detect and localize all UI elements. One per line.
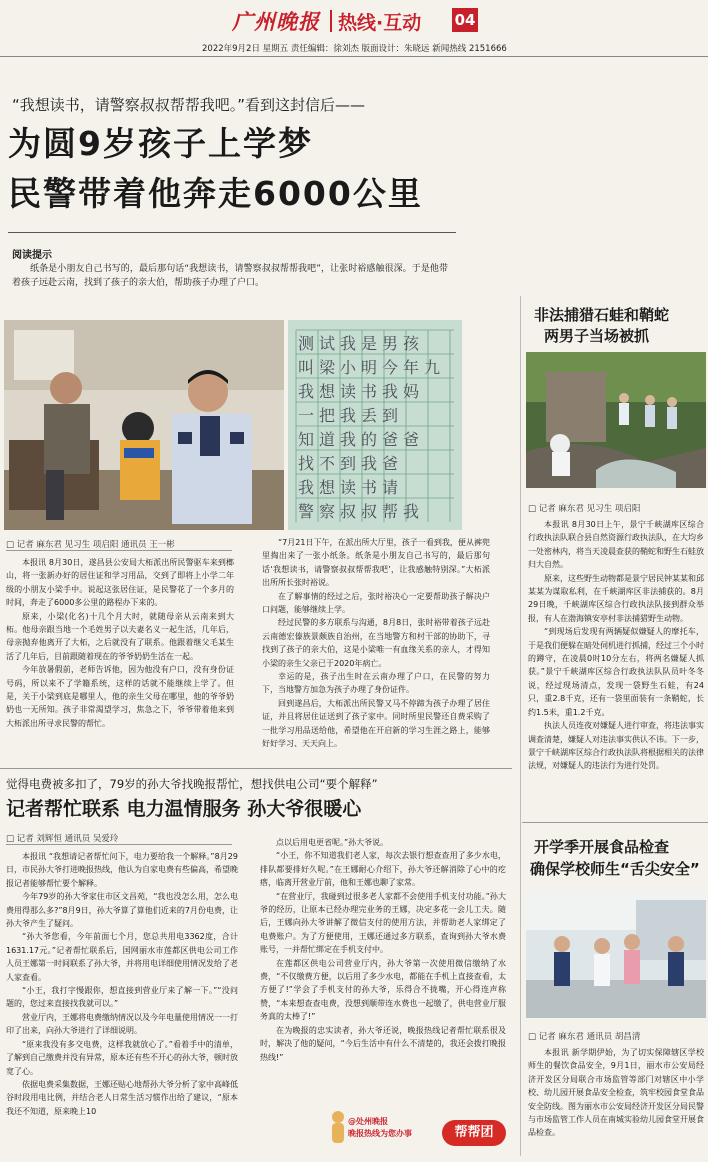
sidebar-article2-body [528, 1046, 704, 1158]
paragraph: 本报讯 8月30日，遂昌县公安局大柘派出所民警驱车来到榔山，将一张新办好的居住证和学习用品，交到了即将上小学二年级的小朋友小梁手中。说起这张居住证，是民警花了一个多月的时间，奔走了6000多公里的路程办下来的。 [6, 558, 234, 608]
lead-photo-letter [288, 320, 462, 530]
sidebar-article1-byline: □ 记者 麻东君 见习生 项启阳 [528, 504, 641, 514]
section-rule-1 [0, 768, 512, 769]
paragraph: “7月21日下午，在派出所大厅里，孩子一看到我，便从裤兜里掏出来了一张小纸条。纸条是小朋友自己书写的，最后那句话‘我想读书，请警察叔叔帮帮我吧’，让我感触特别深。”大柘派出所所长张时裕说。 [262, 538, 490, 588]
lead-photo-police-child [4, 320, 284, 530]
promo-badge: 帮帮团 [442, 1120, 506, 1146]
summary-label: 阅读提示 [12, 250, 52, 261]
lead-title-line2: 民警带着他奔走6000公里 [8, 174, 423, 213]
sidebar-photo-food-inspection [526, 890, 706, 1018]
paragraph: 依据电费采集数据，王娜还贴心地帮孙大爷分析了家中高峰低谷时段用电比例，并结合老人日常生活习惯作出给了建议，“原本我还不知道，原来晚上10 [6, 1079, 238, 1116]
letter-row: 一把我丢到 [298, 406, 404, 425]
lead-photo-illustration [4, 320, 284, 530]
masthead-rule [0, 56, 708, 57]
paragraph: 本报讯 8月30日上午，景宁千峡湖库区综合行政执法队联合县自然资源行政执法队，在大均乡一处密林内，将当天凌晨查获的鞘蛇和野生石蛙放归大自然。 [528, 520, 704, 570]
second-kicker: 觉得电费被多扣了，79岁的孙大爷找晚报帮忙，想找供电公司“要个解释” [6, 777, 378, 791]
paragraph: 今年放暑假前，老师告诉他，因为他没有户口，没有身份证号码，所以来不了学籍系统，这样的话就不能继续上学了。但是，关于小梁到底是哪里人，他的亲生父母在哪里，他的爷爷奶奶也一无所知。孩子非常渴望学习，焦急之下，爷爷带着他来到大柘派出所寻求民警的帮忙。 [6, 665, 234, 728]
lead-byline: □ 记者 麻东君 见习生 项启阳 通讯员 王一彬 [6, 540, 175, 550]
lead-title-line1: 为圆9岁孩子上学梦 [8, 124, 313, 163]
paragraph: “小王，我打字慢跟你，想直接到营业厅来了解一下。”“没问题的，您过来直接找我就可以。” [6, 986, 238, 1009]
promo-mascot-icon [330, 1110, 346, 1146]
lead-column-1 [6, 556, 234, 762]
paragraph: 本报讯 新学期伊始，为了切实保障辖区学校师生的餐饮食品安全，9月1日，丽水市公安局经济开发区分局联合市场监管等部门对辖区中小学校、幼儿园开展食品安全检查，筑牢校园食堂食品安全防线。图为丽水市公安局经济开发区分局民警与市场监管工作人员在南城实验幼儿园食堂开展食品检查。 [528, 1048, 704, 1138]
lead-title-rule [8, 232, 456, 233]
letter-row: 我想读书我妈 [298, 382, 425, 401]
masthead-dateline: 2022年9月2日 星期五 责任编辑：徐刘杰 版面设计：朱晓远 新闻热线 2151666 [202, 44, 507, 54]
paragraph: 在为晚报的忠实读者，孙大爷还说，晚报热线记者帮忙联系很及时，解决了他的疑问，“今后生活中有什么不清楚的，我还会拨打晚报热线!” [260, 1025, 506, 1062]
summary-text: 纸条是小朋友自己书写的，最后那句话“我想读书，请警察叔叔帮帮我吧”，让张时裕感触很深。于是他带着孩子远赴云南，找到了孩子的亲大伯，帮助孩子办理了户口。 [12, 264, 448, 288]
paragraph: 执法人员连夜对嫌疑人进行审查，将违法事实调查清楚，嫌疑人对违法事实供认不讳。下一步，景宁千峡湖库区综合行政执法队将根据相关的法律法规，对嫌疑人的违法行为进行处罚。 [528, 721, 704, 771]
masthead [0, 0, 708, 58]
paragraph: 营业厅内，王娜将电费缴纳情况以及今年电量使用情况一一打印了出来，向孙大爷进行了详细说明。 [6, 1012, 238, 1036]
lead-byline-rule [6, 550, 232, 551]
paragraph: 今年79岁的孙大爷家住市区文昌苑，“我也没怎么用，怎么电费用得那么多?”8月9日，孙大爷算了算他们近来的7月份电费，让孙大爷产生了疑问。 [6, 892, 238, 929]
lead-kicker: “我想读书，请警察叔叔帮帮我吧。”看到这封信后—— [12, 96, 366, 114]
letter-row: 知道我的爸爸 [298, 430, 425, 449]
paragraph: 在莲都区供电公司营业厅内，孙大爷第一次使用微信缴纳了水费，“不仅缴费方便，以后用了多少水电，都能在手机上直接查看，太方便了!”学会了手机支付的孙大爷，乐得合不拢嘴，开心得连声称赞，“本来想查查电费，没想到顺带连水费也一起缴了，供电营业厅服务真的太棒了!” [260, 958, 506, 1022]
paragraph: 在了解事情的经过之后，张时裕决心一定要帮助孩子解决户口问题，能够继续上学。 [262, 591, 490, 615]
sidebar-photo-wildlife-release [526, 352, 706, 488]
paragraph: “孙大爷您看，今年前面七个月，您总共用电3362度，合计1631.17元。”记者帮忙联系后，国网丽水市莲都区供电公司工作人员王娜第一时间联系了孙大爷，并将用电详细使用情况发给了老人家查看。 [6, 932, 238, 982]
letter-row: 我想读书请 [298, 478, 404, 497]
masthead-paper-name: 广州晚报 [232, 9, 320, 34]
letter-row: 测试我是男孩 [298, 334, 425, 353]
masthead-page-number: 04 [452, 8, 478, 32]
promo-caption: @处州晚报 晚报热线为您办事 [348, 1117, 412, 1138]
paragraph: 本报讯 “我想请记者帮忙问下，电力要给我一个解释。”8月29日，市民孙大爷打进晚报热线，他认为自家电费有些偏高，希望晚报记者能够帮忙要个解释。 [6, 852, 238, 888]
paragraph: “原来我没有多交电费，这样我就放心了。”看着手中的清单，了解到自己缴费并没有异常，原本还有些不开心的孙大爷，顿时放宽了心。 [6, 1039, 238, 1076]
paragraph: 原来，这些野生动物都是景宁居民钟某某和邱某某为谋取私利，在千峡湖库区非法捕获的。8月29日晚，千峡湖库区综合行政执法队接到群众举报，有人在渤海镇安亭村非法捕猎野生动物。 [528, 573, 704, 623]
paragraph: 幸运的是，孩子出生时在云南办理了户口，在民警的努力下，当地警方加急为孩子办理了身份证件。 [262, 672, 490, 695]
masthead-divider [330, 10, 332, 32]
paragraph: 原来，小梁(化名)十几个月大时，就随母亲从云南来到大柘。他母亲跟当地一个毛姓男子以夫妻名义一起生活，几年后，母亲抛弃他离开了大柘，之后就没有了联系。他跟着继父毛某生活了几年后，目前跟随着现在的爷爷奶奶生活在一起。 [6, 611, 234, 661]
letter-row: 找不到我爸 [298, 454, 404, 473]
sidebar-article2-title-line1: 开学季开展食品检查 [534, 838, 670, 856]
lead-column-2 [262, 536, 490, 762]
second-title: 记者帮忙联系 电力温情服务 孙大爷很暖心 [6, 798, 362, 820]
sidebar-article1-title-line2: 两男子当场被抓 [544, 327, 650, 345]
paragraph: “小王，你不知道我们老人家，每次去银行想查查用了多少水电，排队都要排好久呢。”在王娜耐心介绍下，孙大爷还解消除了心中的疙瘩，临离开营业厅前，他和王娜也聊了家常。 [260, 851, 506, 888]
second-byline: □ 记者 刘辉恒 通讯员 吴爱玲 [6, 834, 119, 844]
masthead-section: 热线·互动 [338, 12, 422, 34]
sidebar-article1-body [528, 518, 704, 812]
sidebar-divider [520, 296, 521, 1156]
paragraph: “在营业厅，我碰到过很多老人家都不会使用手机支付功能。”孙大爷的经历，让原本已经办理完业务的王娜，决定多花一会儿工夫。随后，王娜向孙大爷讲解了微信支付的使用方法，并帮助老人家绑定了电费账户。为了方便使用，王娜还通过多方联系，查询到孙大爷水费账号，一并帮忙绑定在手机支付中。 [260, 891, 506, 955]
letter-row: 叫梁小明今年九 [298, 358, 446, 377]
paragraph: 点以后用电更省呢。”孙大爷说。 [276, 838, 389, 847]
paragraph: “到现场后发现有两辆疑似嫌疑人的摩托车，于是我们便躲在暗处伺机进行抓捕，经过三个小时的蹲守，在凌晨0时10分左右，将两名嫌疑人抓获。”景宁千峡湖库区综合行政执法队队员叶冬冬说，经过现场清点，发现一袋野生石蛙，有24只，重2.8千克，还有一袋里面装有一条鞘蛇，长约1.5米，重1.2千克。 [528, 627, 704, 717]
sidebar-article2-title-line2: 确保学校师生“舌尖安全” [530, 860, 700, 878]
second-byline-rule [6, 844, 232, 845]
second-column-1 [6, 850, 238, 1156]
sidebar-rule [522, 822, 708, 823]
sidebar-article1-title-line1: 非法捕猎石蛙和鞘蛇 [534, 306, 670, 324]
second-column-2 [260, 836, 506, 1062]
letter-row: 警察叔叔帮我 [298, 502, 425, 521]
paragraph: 回到遂昌后，大柘派出所民警又马不停蹄为孩子办理了居住证，并且将居住证送到了孩子家中。同时所里民警还自费采购了一批学习用品送给他，希望他在开启新的学习生涯之路上，能够好好学习、天天向上。 [262, 698, 490, 749]
letter-handwriting [298, 332, 454, 524]
hotline-promo [330, 1092, 512, 1154]
paragraph: 经过民警的多方联系与沟通，8月8日，张时裕带着孩子远赴云南德宏傣族景颇族自治州，在当地警方和村干部的协助下，寻找到了孩子的亲大伯，这是小梁唯一有血缘关系的亲人，才得知小梁的亲生父亲已于2020年病亡。 [262, 618, 490, 668]
sidebar-article2-byline: □ 记者 麻东君 通讯员 胡昌清 [528, 1032, 641, 1042]
